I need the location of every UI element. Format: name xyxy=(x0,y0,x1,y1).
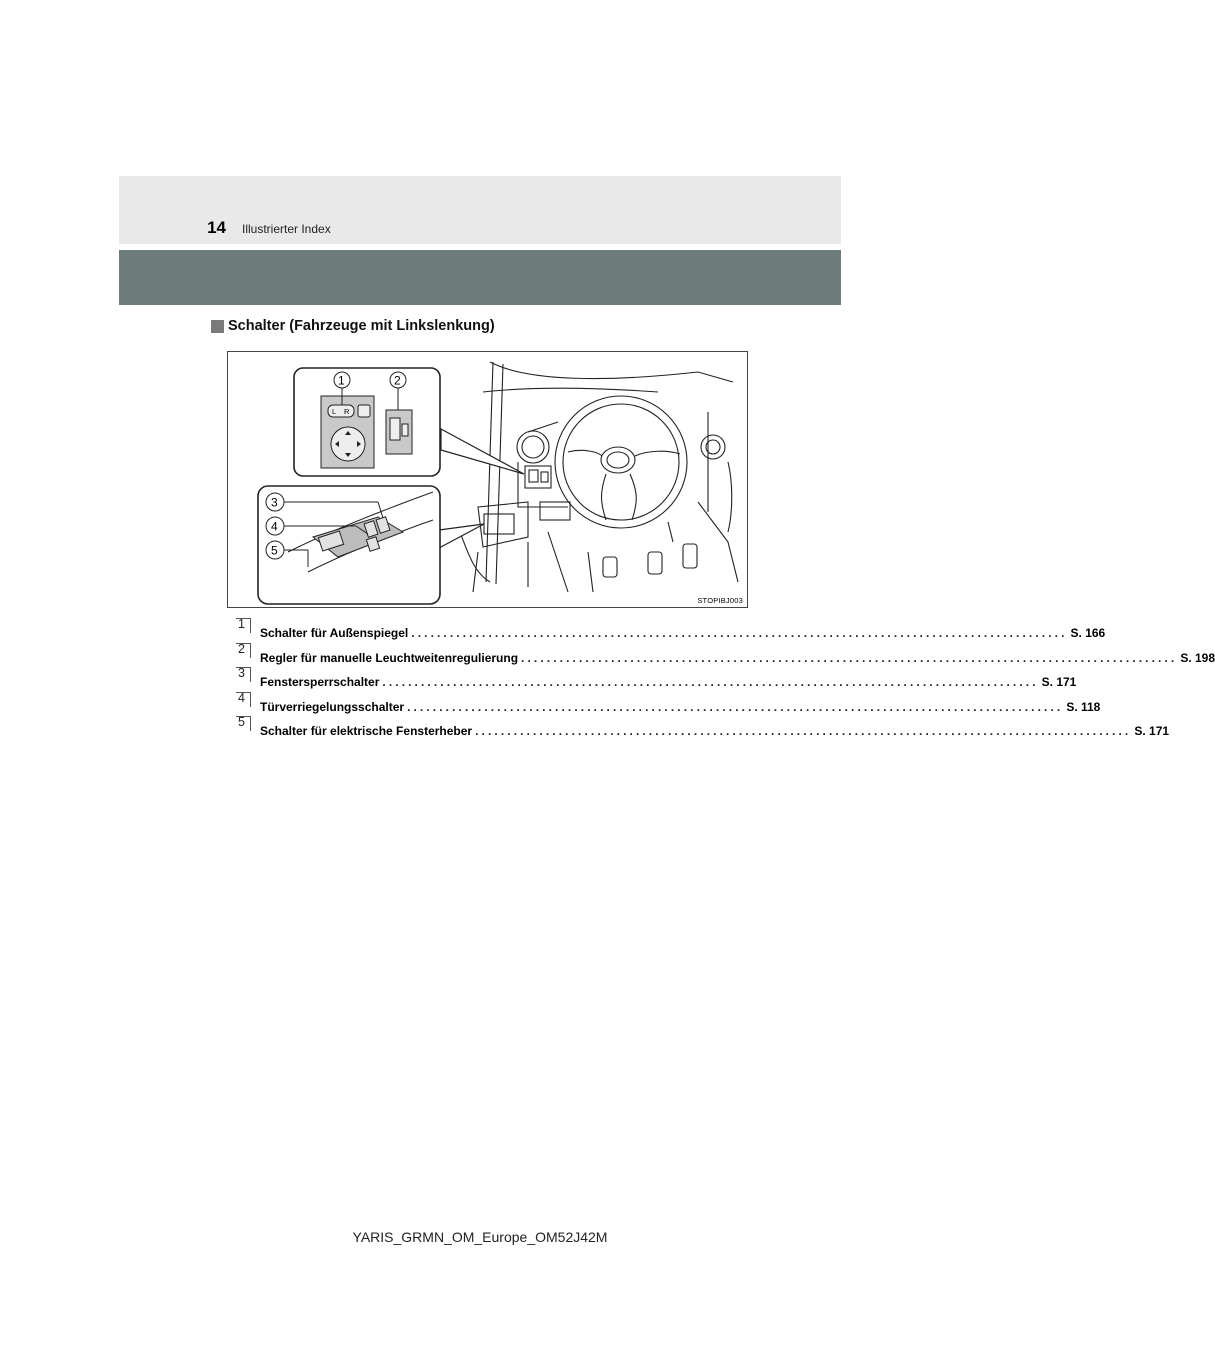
item-label: Schalter für Außenspiegel xyxy=(260,626,409,640)
item-page-ref: S. 118 xyxy=(1066,699,1101,714)
item-label: Türverriegelungsschalter xyxy=(260,699,405,714)
callout-3: 3 xyxy=(271,495,278,510)
page-header xyxy=(119,176,841,244)
item-page-ref: S. 198 xyxy=(1180,650,1215,665)
item-page-ref: S. 171 xyxy=(1134,724,1170,738)
list-item xyxy=(236,690,1101,717)
item-list xyxy=(236,617,1215,741)
dot-leader: ...................................................................................................... xyxy=(411,626,1068,640)
item-number-badge: 5 xyxy=(236,716,251,731)
callout-1: 1 xyxy=(338,373,345,388)
list-item xyxy=(236,641,1215,668)
figure-code: STOPIBJ003 xyxy=(697,596,743,605)
item-number-badge: 1 xyxy=(236,618,251,633)
dot-leader: ...................................................................................................... xyxy=(475,724,1132,738)
item-page-ref: S. 166 xyxy=(1070,626,1106,640)
square-bullet-icon xyxy=(211,320,224,333)
item-number-badge: 4 xyxy=(236,692,251,707)
list-item xyxy=(236,715,1170,741)
list-item xyxy=(236,617,1106,643)
mirror-left-letter: L xyxy=(332,407,337,416)
subheading xyxy=(211,318,495,334)
item-label: Regler für manuelle Leuchtweitenregulierung xyxy=(260,650,519,665)
section-title: Illustrierter Index xyxy=(242,222,331,236)
document-footer: YARIS_GRMN_OM_Europe_OM52J42M xyxy=(352,1229,608,1245)
cockpit-drawing xyxy=(228,352,749,609)
item-label: Schalter für elektrische Fensterheber xyxy=(260,724,473,738)
callout-5: 5 xyxy=(271,543,278,558)
item-label: Fenstersperrschalter xyxy=(260,675,380,689)
page-number: 14 xyxy=(207,218,226,237)
dot-leader: ...................................................................................................... xyxy=(407,699,1064,714)
switch-illustration xyxy=(227,351,748,608)
item-number-badge: 2 xyxy=(236,643,251,658)
item-number-badge: 3 xyxy=(236,667,251,682)
callout-4: 4 xyxy=(271,519,278,534)
dot-leader: ...................................................................................................... xyxy=(382,675,1039,689)
subheading-text: Schalter (Fahrzeuge mit Linkslenkung) xyxy=(228,318,495,334)
header-band xyxy=(119,250,841,305)
dot-leader: ...................................................................................................... xyxy=(521,650,1178,665)
list-item xyxy=(236,666,1077,692)
callout-2: 2 xyxy=(394,373,401,388)
mirror-right-letter: R xyxy=(344,407,350,416)
item-page-ref: S. 171 xyxy=(1041,675,1077,689)
